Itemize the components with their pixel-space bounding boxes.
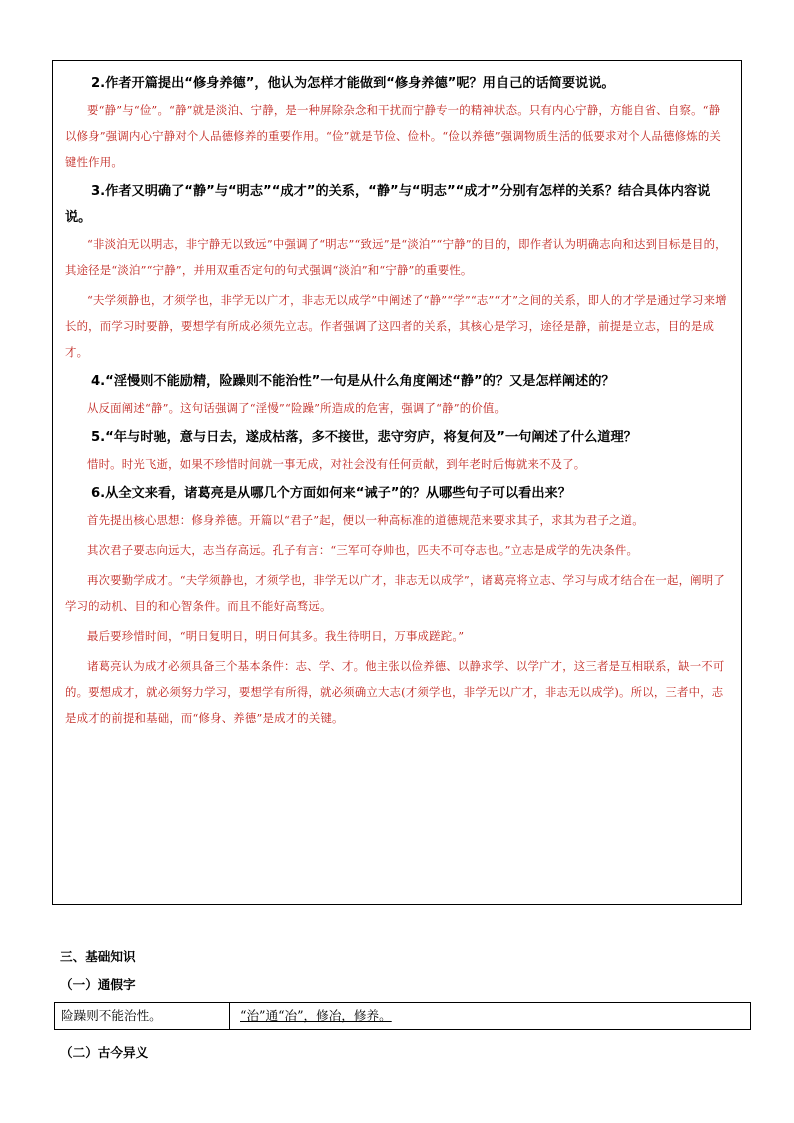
answer: 要“静”与“俭”。“静”就是淡泊、宁静，是一种屏除杂念和干扰而宁静专一的精神状态。只有内心宁静，方能自省、自察。“静以修身”强调内心宁静对个人品德修养的重要作用。“俭”就是节俭、俭朴。“俭以养德”强调物质生活的低要求对个人品德修炼的关键性作用。 [65, 103, 722, 169]
tongjiazi-explanation-text: “治”通“冶”，修冶，修养。 [240, 1008, 392, 1023]
section-title: 三、基础知识 [60, 949, 136, 964]
answer: 从反面阐述“静”。这句话强调了“淫慢”“险躁”所造成的危害，强调了“静”的价值。 [87, 401, 507, 415]
question: 6.从全文来看，诸葛亮是从哪几个方面如何来“诫子”的？从哪些句子可以看出来？ [91, 486, 571, 501]
answer: 最后要珍惜时间，“明日复明日，明日何其多。我生待明日，万事成蹉跎。” [87, 629, 465, 643]
answer: 其次君子要志向远大，志当存高远。孔子有言：“三军可夺帅也，匹夫不可夺志也。”立志是成学的先决条件。 [87, 543, 639, 557]
question: 4.“淫慢则不能励精，险躁则不能治性”一句是从什么角度阐述“静”的？又是怎样阐述的？ [91, 374, 615, 389]
question: 5.“年与时驰，意与日去，遂成枯落，多不接世，悲守穷庐，将复何及”一句阐述了什么道理？ [91, 430, 637, 445]
answer: “夫学须静也，才须学也，非学无以广才，非志无以成学”中阐述了“静”“学”“志”“才”之间的关系，即人的才学是通过学习来增长的，而学习时要静，要想学有所成必须先立志。作者强调了这四者的关系，其核心是学习，途径是静，前提是立志，目的是成才。 [65, 293, 727, 359]
answer: 首先提出核心思想：修身养德。开篇以“君子”起，便以一种高标准的道德规范来要求其子，求其为君子之道。 [87, 513, 644, 527]
answer: 诸葛亮认为成才必须具备三个基本条件：志、学、才。他主张以俭养德、以静求学、以学广才，这三者是互相联系，缺一不可的。要想成才，就必须努力学习，要想学有所得，就必须确立大志(才须学也，非学无以广才，非志无以成学)。所以，三者中，志是成才的前提和基础，而“修身、养德”是成才的关键。 [65, 659, 725, 725]
answer: 惜时。时光飞逝，如果不珍惜时间就一事无成，对社会没有任何贡献，到年老时后悔就来不及了。 [87, 457, 586, 471]
answer: “非淡泊无以明志，非宁静无以致远”中强调了“明志”“致远”是“淡泊”“宁静”的目的，即作者认为明确志向和达到目标是目的，其途径是“淡泊”“宁静”，并用双重否定句的句式强调“淡泊”和“宁静”的重要性。 [65, 237, 727, 277]
subsection-gujinyiyi: （二）古今异义 [60, 1045, 149, 1060]
tongjiazi-explanation [230, 1003, 750, 1029]
tongjiazi-table [54, 1002, 751, 1030]
answer: 再次要勤学成才。“夫学须静也，才须学也，非学无以广才，非志无以成学”，诸葛亮将立志、学习与成才结合在一起，阐明了学习的动机、目的和心智条件。而且不能好高骛远。 [65, 573, 725, 613]
tongjiazi-sentence: 险躁则不能治性。 [55, 1003, 230, 1029]
qa-box [52, 60, 742, 905]
question: 2.作者开篇提出“修身养德”，他认为怎样才能做到“修身养德”呢？用自己的话简要说说。 [91, 76, 615, 91]
question: 3.作者又明确了“静”与“明志”“成才”的关系，“静”与“明志”“成才”分别有怎样的关系？结合具体内容说说。 [65, 184, 711, 225]
subsection-tongjiazi: （一）通假字 [60, 977, 136, 992]
